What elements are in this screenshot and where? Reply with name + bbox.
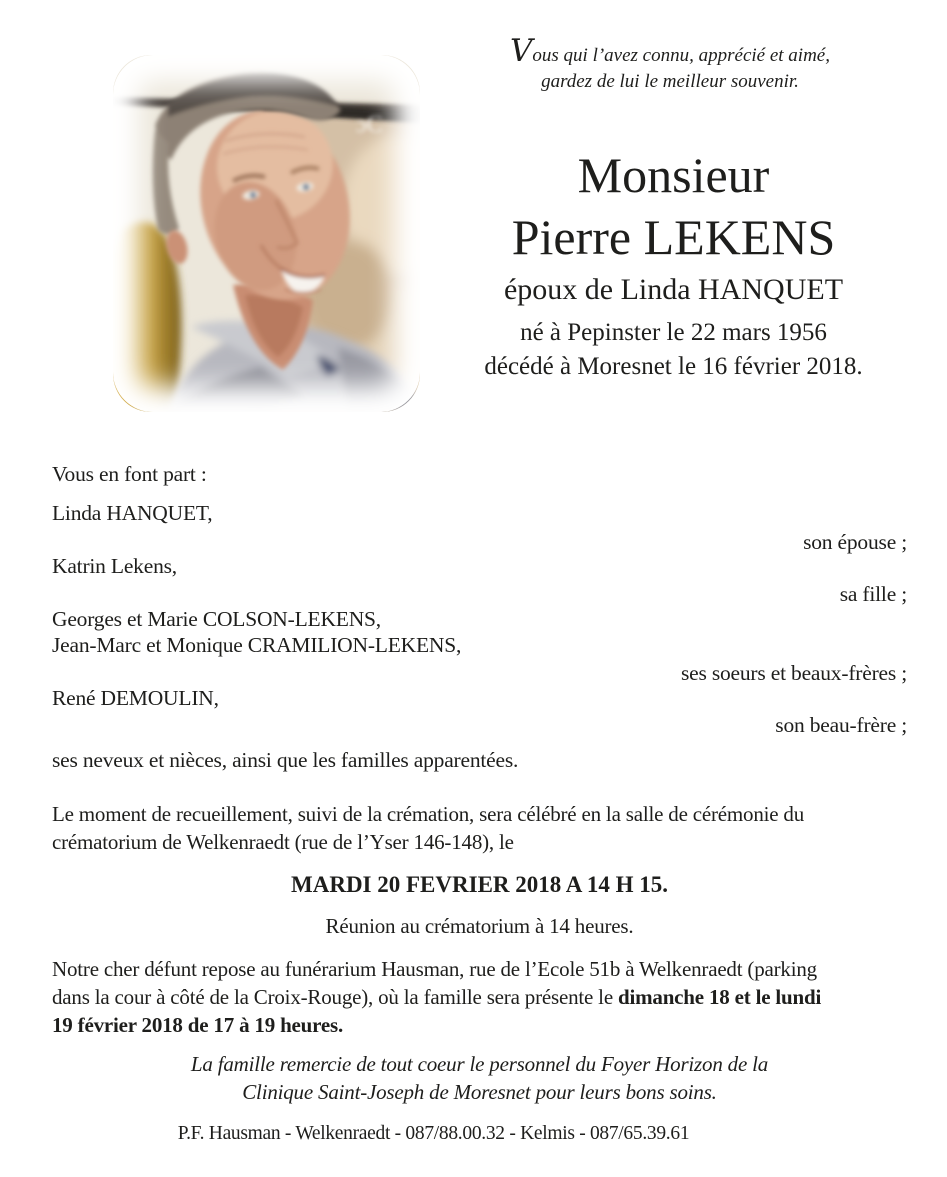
svg-text:ɔC: ɔC (356, 112, 383, 138)
epigraph-line-1-text: ous qui l’avez connu, apprécié et aimé, (532, 45, 830, 66)
family-relation: son beau-frère ; (775, 713, 907, 737)
family-announcement (52, 450, 907, 772)
epigraph (420, 33, 920, 95)
thanks-line-2: Clinique Saint-Joseph de Moresnet pour leurs bons soins. (242, 1080, 717, 1104)
ceremony-line-1: Le moment de recueillement, suivi de la crémation, sera célébré en la salle de cérémonie du (52, 802, 805, 826)
spouse-line: époux de Linda HANQUET (503, 273, 844, 306)
epigraph-initial: V (510, 33, 533, 69)
portrait-photo (113, 55, 420, 412)
ceremony-paragraph (52, 800, 907, 856)
visitation-line-3: 19 février 2018 de 17 à 19 heures. (52, 1013, 344, 1037)
ceremony-line-2: crématorium de Welkenraedt (rue de l’Yser 146-148), le (52, 830, 514, 854)
family-member-name: Linda HANQUET, (52, 501, 213, 525)
announcement-intro: Vous en font part : (52, 462, 207, 486)
family-relation: ses soeurs et beaux-frères ; (680, 661, 907, 685)
salutation: Monsieur (577, 147, 770, 203)
visitation-line-2-normal: dans la cour à côté de la Croix-Rouge), où la famille sera présente le (52, 985, 618, 1009)
ceremony-meeting: Réunion au crématorium à 14 heures. (325, 914, 634, 938)
thanks-line-1: La famille remercie de tout coeur le personnel du Foyer Horizon de la (190, 1052, 769, 1076)
title-block (400, 146, 947, 384)
family-relation: sa fille ; (839, 582, 907, 606)
visitation-line-2-bold: dimanche 18 et le lundi (618, 985, 822, 1009)
visitation-paragraph (52, 955, 907, 1039)
death-line: décédé à Moresnet le 16 février 2018. (484, 353, 863, 380)
family-relation: son épouse ; (803, 530, 907, 554)
family-member-name: Georges et Marie COLSON-LEKENS, (52, 607, 381, 631)
funeral-home-footer: P.F. Hausman - Welkenraedt - 087/88.00.32 - Kelmis - 087/65.39.61 (177, 1123, 690, 1144)
portrait-illustration (113, 55, 420, 412)
epigraph-line-1 (420, 33, 920, 69)
family-member-name: René DEMOULIN, (52, 686, 219, 710)
epigraph-line-2: gardez de lui le meilleur souvenir. (541, 71, 799, 92)
ceremony-date: MARDI 20 FEVRIER 2018 A 14 H 15. (291, 872, 668, 897)
thanks-note (52, 1050, 907, 1106)
birth-line: né à Pepinster le 22 mars 1956 (520, 319, 827, 346)
visitation-line-1: Notre cher défunt repose au funérarium Hausman, rue de l’Ecole 51b à Welkenraedt (parking (52, 957, 817, 981)
announcement-closing: ses neveux et nièces, ainsi que les familles apparentées. (52, 748, 519, 772)
visitation-line-2 (52, 983, 907, 1011)
family-member-name: Jean-Marc et Monique CRAMILION-LEKENS, (52, 633, 462, 657)
lower-section (52, 798, 907, 1146)
family-member-name: Katrin Lekens, (52, 554, 177, 578)
deceased-name: Pierre LEKENS (511, 209, 836, 265)
